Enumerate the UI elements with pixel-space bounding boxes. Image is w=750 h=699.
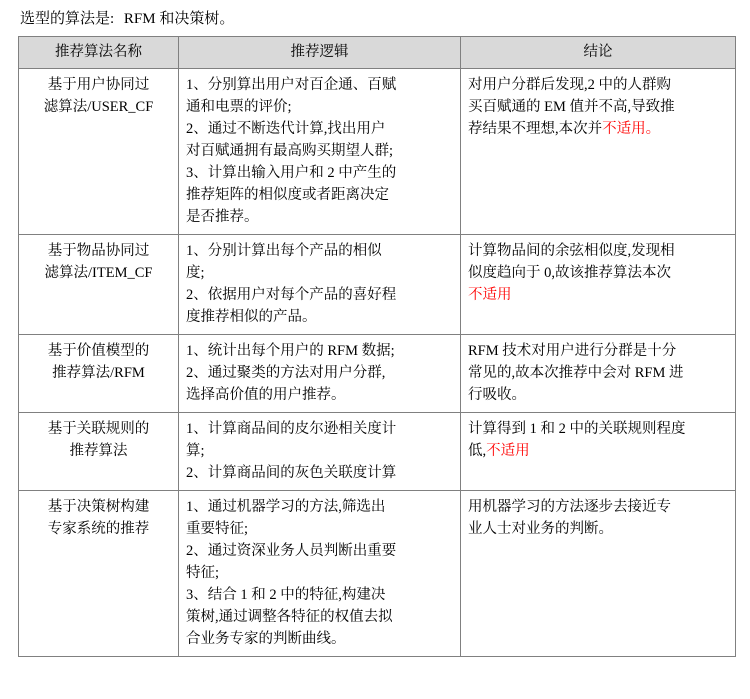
cell-conclusion: 计算物品间的余弦相似度,发现相 似度趋向于 0,故该推荐算法本次 不适用: [461, 235, 736, 335]
table-row: [19, 235, 736, 335]
cell-conclusion: 对用户分群后发现,2 中的人群购 买百赋通的 EM 值并不高,导致推 荐结果不理想,本次并不适用。: [461, 69, 736, 235]
cell-algorithm-name: 基于价值模型的 推荐算法/RFM: [19, 335, 179, 413]
cell-conclusion: RFM 技术对用户进行分群是十分 常见的,故本次推荐中会对 RFM 进 行吸收。: [461, 335, 736, 413]
table-row: [19, 69, 736, 235]
algorithm-comparison-table: [18, 36, 736, 657]
table-body: [19, 69, 736, 657]
cell-algorithm-name: 基于用户协同过 滤算法/USER_CF: [19, 69, 179, 235]
cell-algorithm-name: 基于物品协同过 滤算法/ITEM_CF: [19, 235, 179, 335]
cell-recommendation-logic: 1、统计出每个用户的 RFM 数据; 2、通过聚类的方法对用户分群, 选择高价值的用户推荐。: [179, 335, 461, 413]
conclusion-highlight: 不适用: [468, 287, 512, 303]
conclusion-highlight: 不适用: [486, 443, 530, 459]
cell-algorithm-name: 基于关联规则的 推荐算法: [19, 413, 179, 491]
column-header-conclusion: 结论: [461, 37, 736, 69]
cell-recommendation-logic: 1、计算商品间的皮尔逊相关度计 算; 2、计算商品间的灰色关联度计算: [179, 413, 461, 491]
cell-algorithm-name: 基于决策树构建 专家系统的推荐: [19, 491, 179, 657]
table-row: [19, 491, 736, 657]
cell-conclusion: 计算得到 1 和 2 中的关联规则程度 低,不适用: [461, 413, 736, 491]
cell-conclusion: 用机器学习的方法逐步去接近专 业人士对业务的判断。: [461, 491, 736, 657]
table-row: [19, 335, 736, 413]
cell-recommendation-logic: 1、通过机器学习的方法,筛选出 重要特征; 2、通过资深业务人员判断出重要 特征; 3、结合 1 和 2 中的特征,构建决 策树,通过调整各特征的权值去拟 合业务专家的判断曲线。: [179, 491, 461, 657]
table-row: [19, 413, 736, 491]
intro-label: 选型的算法是:: [20, 11, 115, 27]
column-header-logic: 推荐逻辑: [179, 37, 461, 69]
table-header-row: [19, 37, 736, 69]
cell-recommendation-logic: 1、分别计算出每个产品的相似 度; 2、依据用户对每个产品的喜好程 度推荐相似的产品。: [179, 235, 461, 335]
intro-paragraph: [20, 8, 740, 30]
conclusion-highlight: 不适用: [602, 121, 646, 137]
column-header-name: 推荐算法名称: [19, 37, 179, 69]
cell-recommendation-logic: 1、分别算出用户对百企通、百赋 通和电票的评价; 2、通过不断迭代计算,找出用户 对百赋通拥有最高购买期望人群; 3、计算出输入用户和 2 中产生的 推荐矩阵的相似度或者距离决定 是否推荐。: [179, 69, 461, 235]
intro-value: RFM 和决策树。: [123, 11, 235, 27]
